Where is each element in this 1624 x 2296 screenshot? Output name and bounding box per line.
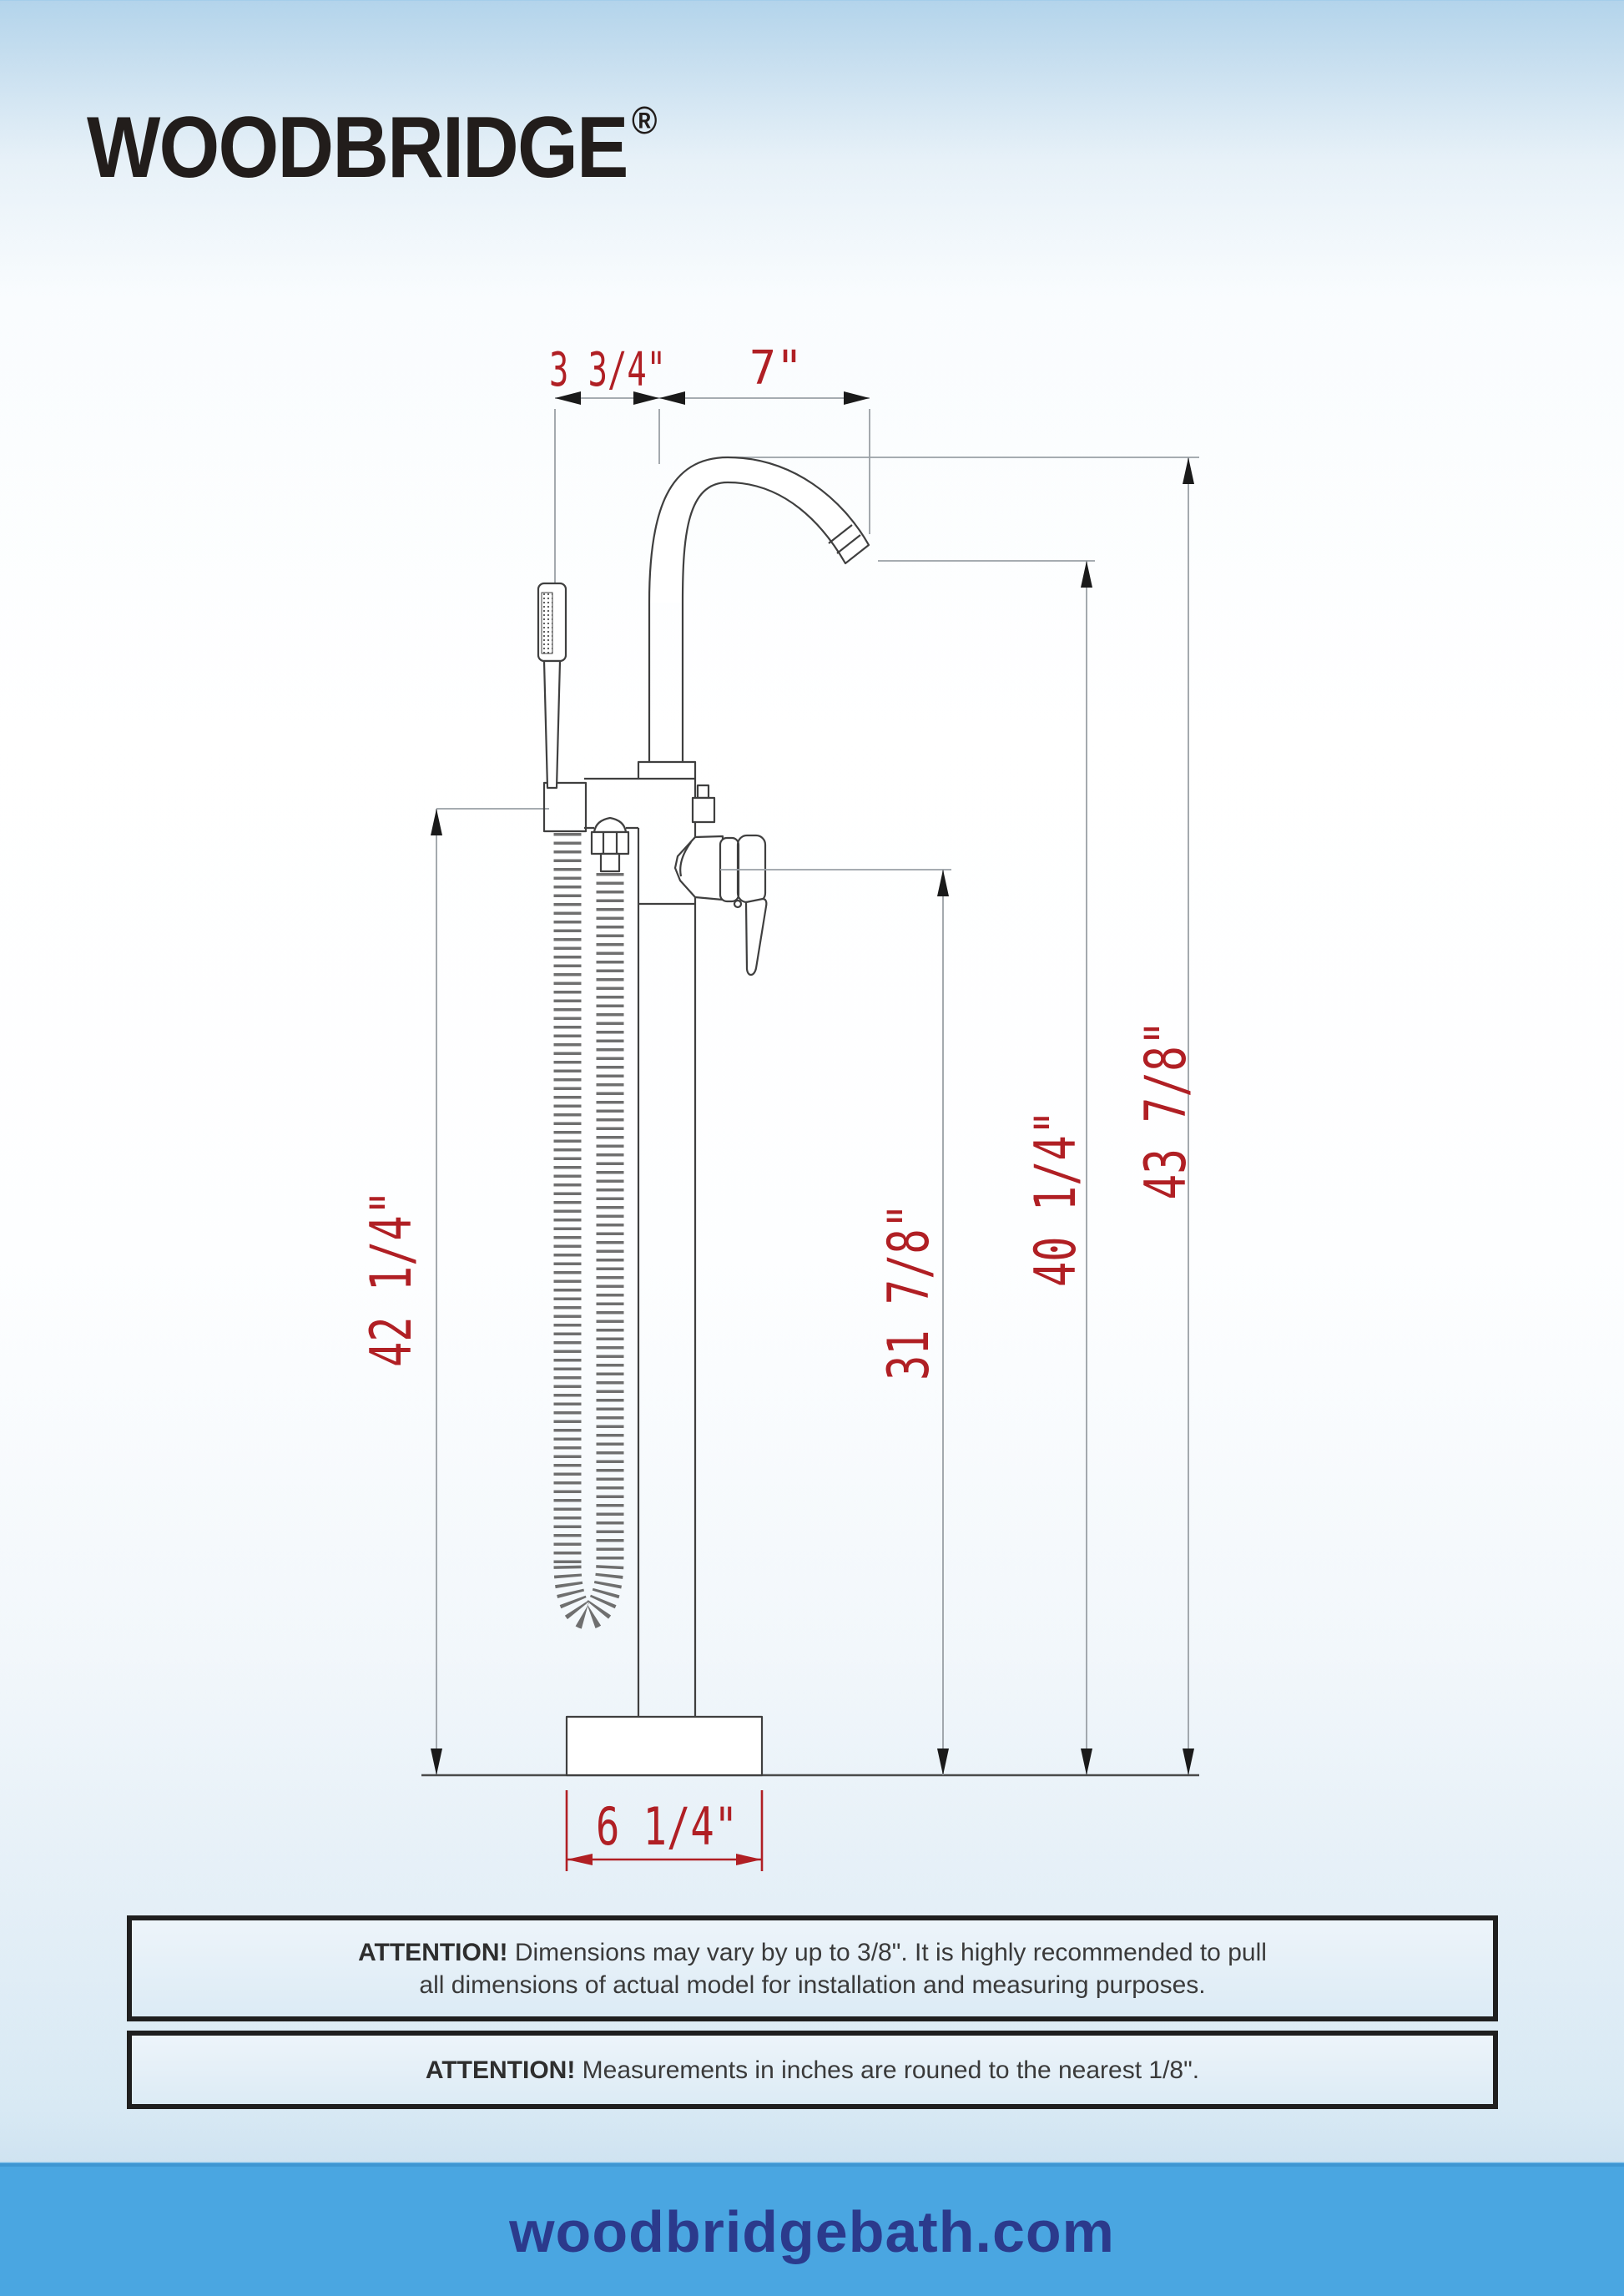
diverter-stem [698, 785, 709, 798]
attention-line-2: all dimensions of actual model for installation and measuring purposes. [419, 1971, 1206, 1999]
dimension-labels [359, 341, 1199, 1857]
dim-spout-reach: 7" [749, 341, 803, 396]
hand-shower-spray-face [542, 593, 552, 653]
faucet-base [567, 1717, 762, 1775]
hand-shower-wand [544, 661, 560, 788]
valve-cone [675, 836, 723, 900]
attention-line-1: ATTENTION! Measurements in inches are rouned to the nearest 1/8". [425, 2056, 1200, 2084]
dim-overall-height: 43 7/8" [1133, 960, 1199, 1200]
handle-lever [746, 899, 766, 975]
attention-box-dimensions [127, 1915, 1498, 2021]
riser-tube [649, 603, 683, 762]
handle-set-screw [734, 901, 741, 907]
shower-hose [567, 833, 610, 1616]
diverter-knob [693, 798, 714, 822]
dim-hand-shower-height: 42 1/4" [359, 1128, 425, 1367]
hex-nut [592, 832, 628, 854]
attention-box-rounding [127, 2031, 1498, 2109]
hand-shower-holder [544, 783, 586, 831]
dim-base-width: 6 1/4" [596, 1796, 738, 1857]
attention-line-1: ATTENTION! Dimensions may vary by up to 3/8". It is highly recommended to pull [358, 1938, 1267, 1966]
dim-hand-shower-offset: 3 3/4" [549, 343, 666, 397]
body-collar [638, 762, 695, 779]
attention-title: ATTENTION! [425, 2056, 576, 2084]
hose-bolt [601, 854, 619, 871]
registered-trademark-icon: ® [631, 98, 658, 142]
gooseneck-spout [649, 457, 869, 603]
handle-escutcheon [738, 835, 765, 902]
faucet-drawing [538, 457, 869, 1775]
brand-name: WOODBRIDGE [87, 99, 628, 196]
hose-dome-cap [594, 818, 626, 832]
dim-spout-outlet-height: 40 1/4" [1023, 1047, 1089, 1287]
dim-handle-height: 31 7/8" [876, 1141, 942, 1380]
footer-band [0, 2163, 1624, 2296]
body-column [638, 779, 695, 1717]
attention-title: ATTENTION! [358, 1938, 508, 1966]
footer-website-link[interactable]: woodbridgebath.com [509, 2198, 1115, 2264]
